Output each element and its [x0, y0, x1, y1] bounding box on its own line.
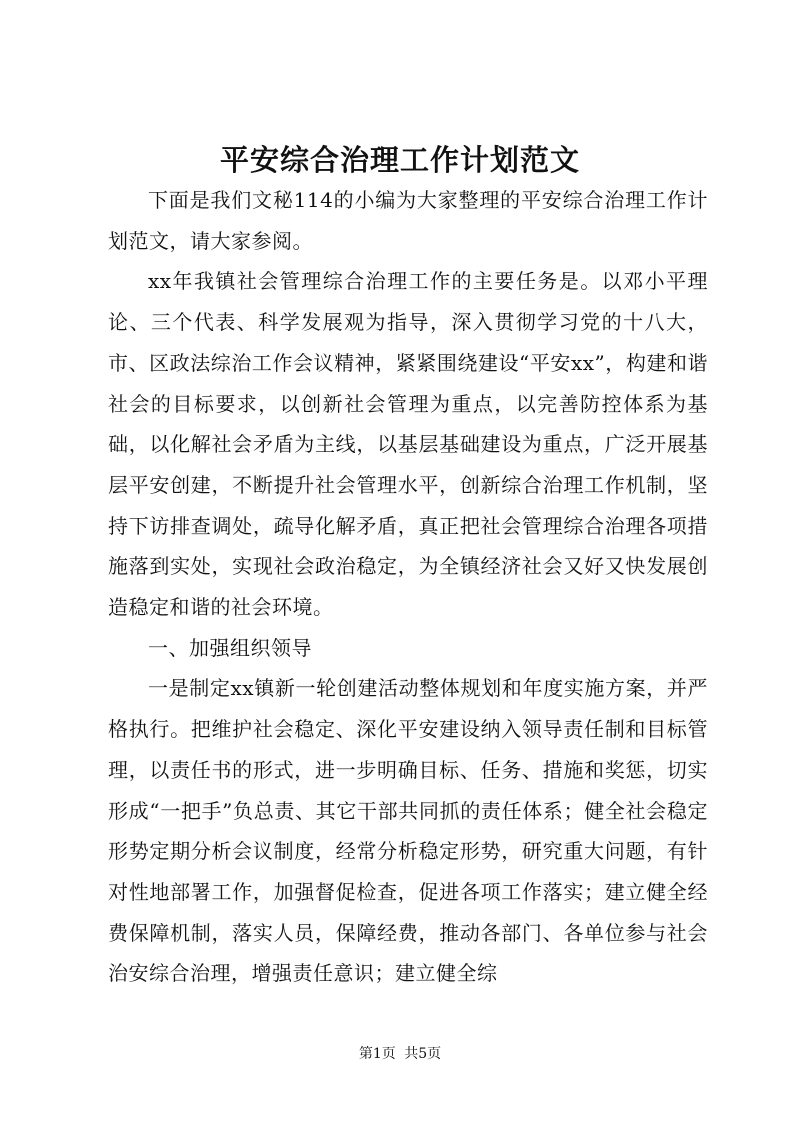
- section-paragraph: 一是制定xx镇新一轮创建活动整体规划和年度实施方案，并严格执行。把维护社会稳定、深化平安建设纳入领导责任制和目标管理，以责任书的形式，进一步明确目标、任务、措施和奖惩，切实形成“一把手”负总责、其它干部共同抓的责任体系；健全社会稳定形势定期分析会议制度，经常分析稳定形势，研究重大问题，有针对性地部署工作，加强督促检查，促进各项工作落实；建立健全经费保障机制，落实人员，保障经费，推动各部门、各单位参与社会治安综合治理，增强责任意识；建立健全综: [108, 676, 708, 986]
- page-footer: [0, 1044, 800, 1064]
- intro-paragraph: 下面是我们文秘114的小编为大家整理的平安综合治理工作计划范文，请大家参阅。: [108, 188, 708, 253]
- section-heading: 一、加强组织领导: [148, 635, 312, 660]
- document-body: [108, 180, 708, 994]
- page-total: 共5页: [404, 1046, 442, 1062]
- page-number: 第1页: [358, 1046, 396, 1062]
- document-title: 平安综合治理工作计划范文: [219, 143, 580, 177]
- main-task-paragraph: xx年我镇社会管理综合治理工作的主要任务是。以邓小平理论、三个代表、科学发展观为指导，深入贯彻学习党的十八大，市、区政法综治工作会议精神，紧紧围绕建设“平安xx”，构建和谐社会的目标要求，以创新社会管理为重点，以完善防控体系为基础，以化解社会矛盾为主线，以基层基础建设为重点，广泛开展基层平安创建，不断提升社会管理水平，创新综合治理工作机制，坚持下访排查调处，疏导化解矛盾，真正把社会管理综合治理各项措施落到实处，实现社会政治稳定，为全镇经济社会又好又快发展创造稳定和谐的社会环境。: [108, 269, 708, 620]
